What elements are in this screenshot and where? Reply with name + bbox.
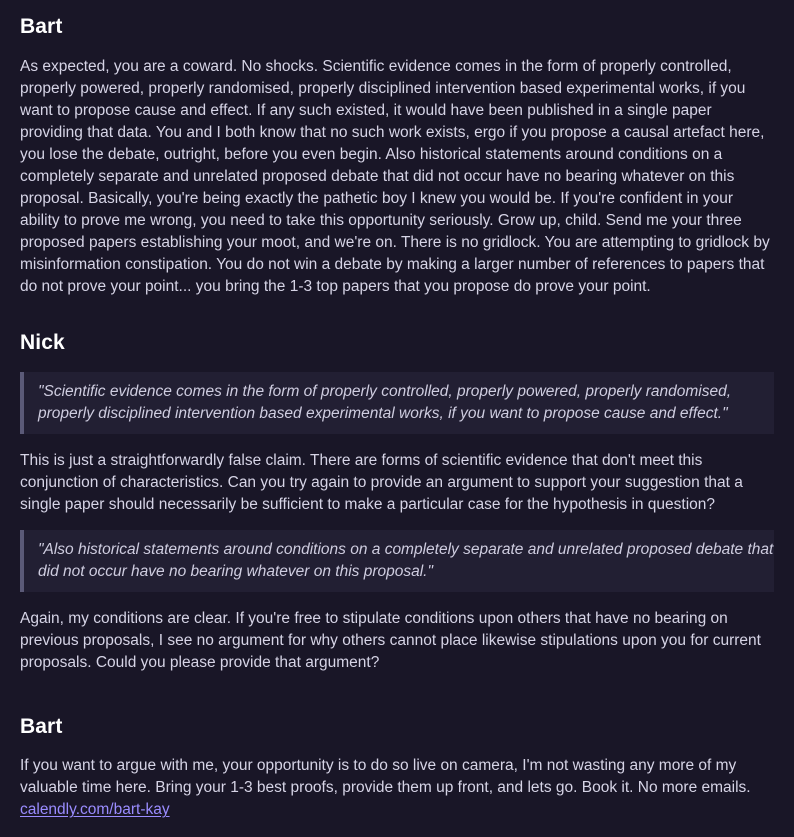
- paragraph-text: Again, my conditions are clear. If you're free to stipulate conditions upon others that have no bearing on previous proposals, I see no argument for why others cannot place likewise stipulations upon you for current proposals. Could you please provide that argument?: [20, 609, 761, 671]
- speaker-heading-bart: Bart: [20, 15, 63, 38]
- paragraph-text: This is just a straightforwardly false claim. There are forms of scientific evidence that don't meet this conjunction of characteristics. Can you try again to provide an argument to support your suggestion that a single paper should necessarily be sufficient to make a particular case for the hypothesis in question?: [20, 451, 743, 513]
- blockquote-text: "Also historical statements around conditions on a completely separate and unrelated proposed debate that did not occur have no bearing whatever on this proposal.": [38, 540, 774, 580]
- paragraph-with-link: [20, 755, 774, 821]
- message-block-nick: [20, 328, 774, 674]
- blockquote-second: [20, 530, 774, 592]
- paragraph-text: As expected, you are a coward. No shocks. Scientific evidence comes in the form of properly controlled, properly powered, properly randomised, properly disciplined intervention based experimental works, if you want to propose cause and effect. If any such existed, it would have been published in a single paper providing that data. You and I both know that no such work exists, ergo if you propose a causal artefact here, you lose the debate, outright, before you even begin. Also historical statements around conditions on a completely separate and unrelated proposed debate that did not occur have no bearing whatever on this proposal. Basically, you're being exactly the pathetic boy I knew you would be. If you're confident in your ability to prove me wrong, you need to take this opportunity seriously. Grow up, child. Send me your three proposed papers establishing your moot, and we're on. There is no gridlock. You are attempting to gridlock by misinformation constipation. You do not win a debate by making a larger number of references to papers that do not prove your point... you bring the 1-3 top papers that you propose do prove your point.: [20, 57, 770, 295]
- speaker-heading-nick: Nick: [20, 330, 65, 354]
- blockquote-first: [20, 372, 774, 434]
- speaker-heading-bart: Bart: [20, 714, 63, 738]
- message-block-bart-1: [20, 12, 774, 298]
- blockquote-text: "Scientific evidence comes in the form of properly controlled, properly powered, properly randomised, properly disciplined intervention based experimental works, if you want to propose cause and effect.": [38, 382, 732, 422]
- paragraph-text: If you want to argue with me, your opportunity is to do so live on camera, I'm not wasting any more of my valuable time here. Bring your 1-3 best proofs, provide them up front, and lets go. Book it. No more emails.: [20, 757, 751, 797]
- calendly-link[interactable]: calendly.com/bart-kay: [20, 801, 170, 819]
- message-block-bart-2: [20, 712, 774, 822]
